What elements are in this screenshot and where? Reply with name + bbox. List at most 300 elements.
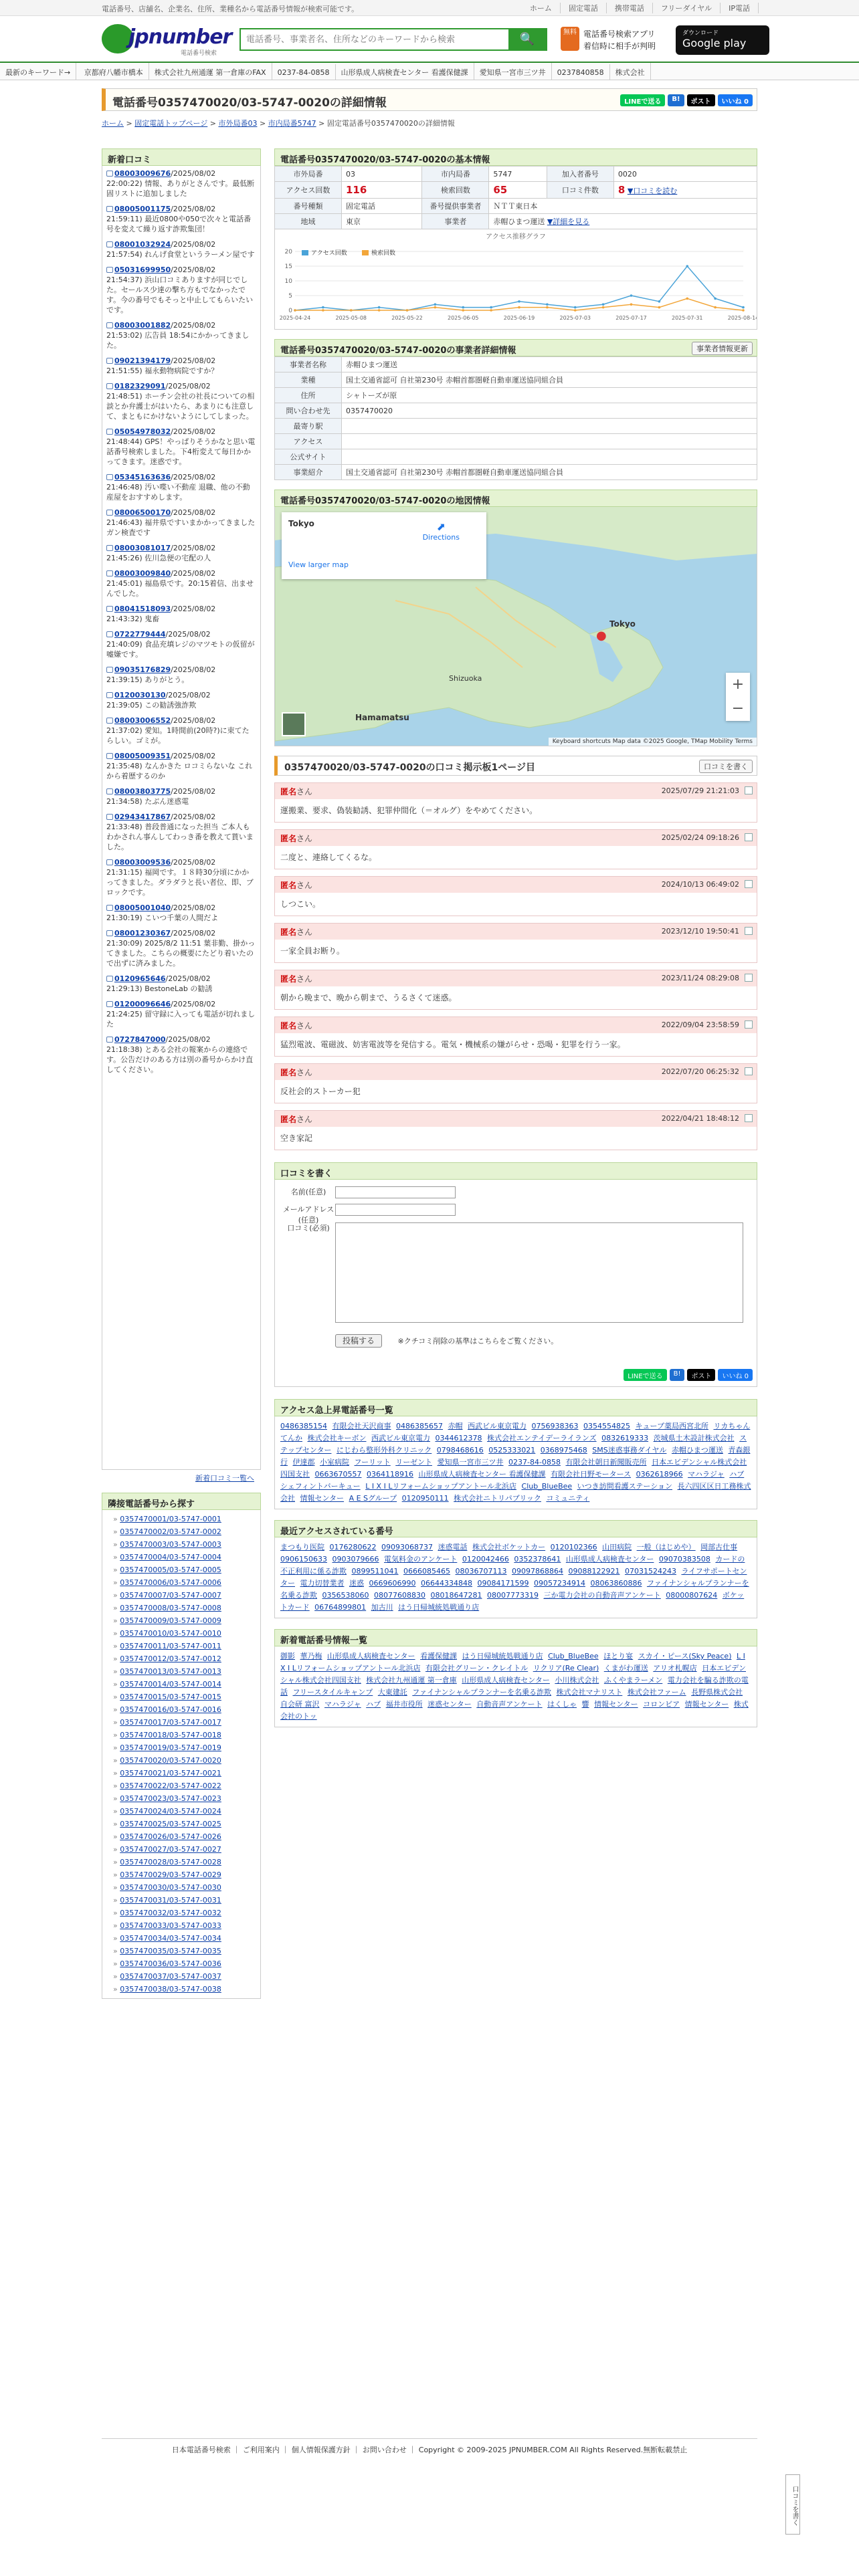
- more-comments-link[interactable]: [102, 1470, 261, 1486]
- near-number-link[interactable]: 0357470018/03-5747-0018: [120, 1731, 221, 1739]
- comment-number-link[interactable]: 05031699950: [114, 265, 171, 274]
- review-author-suffix: さん: [296, 787, 313, 796]
- detail-label: 事業者名称: [275, 357, 342, 372]
- comment-text: 21:46:43) 福井県ですいまかかってきました ガン検査です: [106, 518, 256, 537]
- site-logo[interactable]: [102, 23, 232, 57]
- near-number-link[interactable]: 0357470030/03-5747-0030: [120, 1883, 221, 1892]
- list-link[interactable]: 09084171599: [477, 1579, 529, 1588]
- more-comments-link-text[interactable]: 新着口コミ一覧へ: [195, 1474, 254, 1483]
- top-bar: [0, 0, 859, 16]
- comment-number-link[interactable]: 09035176829: [114, 665, 171, 674]
- list-link[interactable]: 株式会社九州通運 第一倉庫: [366, 1676, 457, 1685]
- update-business-button[interactable]: 事業者情報更新: [692, 342, 753, 355]
- reply-icon[interactable]: [745, 974, 753, 982]
- detail-value: [342, 419, 757, 434]
- list-link[interactable]: コロンビア: [643, 1700, 680, 1709]
- comment-number-link[interactable]: 08003009676: [114, 169, 171, 178]
- comment-number-link[interactable]: 08003803775: [114, 787, 171, 796]
- list-link[interactable]: 06644334848: [421, 1579, 472, 1588]
- near-number-link[interactable]: 0357470016/03-5747-0016: [120, 1705, 221, 1714]
- list-link[interactable]: 茨城県土木設計株式会社: [653, 1434, 735, 1442]
- list-link[interactable]: リクリア(Re Clear): [533, 1664, 599, 1673]
- detail-row: [275, 449, 757, 465]
- list-link[interactable]: 07031524243: [624, 1567, 676, 1576]
- list-link[interactable]: キューブ薬局西宮北所: [635, 1422, 708, 1430]
- name-input[interactable]: [335, 1186, 456, 1198]
- comment-number-link[interactable]: 08006500170: [114, 508, 171, 517]
- x-post-button[interactable]: ポスト: [687, 94, 715, 106]
- near-number-link[interactable]: 0357470001/03-5747-0001: [120, 1515, 221, 1523]
- near-number-link[interactable]: 0357470029/03-5747-0029: [120, 1870, 221, 1879]
- list-link[interactable]: 御影: [280, 1652, 295, 1660]
- line-share-button-2[interactable]: LINEで送る: [624, 1369, 666, 1381]
- list-link[interactable]: フーリット: [354, 1458, 391, 1467]
- list-link[interactable]: ボケットカード: [280, 1591, 745, 1612]
- list-link[interactable]: A E Sグループ: [349, 1494, 397, 1503]
- list-link[interactable]: 08000807624: [666, 1591, 718, 1600]
- list-link[interactable]: まつもり医院: [280, 1543, 324, 1551]
- list-link[interactable]: マハラジャ: [688, 1470, 725, 1479]
- list-link[interactable]: 0669606990: [369, 1579, 416, 1588]
- near-number-link[interactable]: 0357470032/03-5747-0032: [120, 1909, 221, 1917]
- comment-number-link[interactable]: 05054978032: [114, 427, 171, 436]
- list-link[interactable]: 0362618966: [636, 1470, 683, 1479]
- comment-icon: [106, 545, 113, 551]
- list-link[interactable]: 09088122921: [568, 1567, 620, 1576]
- near-number-link[interactable]: 0357470034/03-5747-0034: [120, 1934, 221, 1943]
- read-comments-link[interactable]: ▼口コミを読む: [627, 187, 678, 195]
- subscriber-label: 加入者番号: [547, 167, 613, 182]
- comment-number-link[interactable]: 0722779444: [114, 630, 166, 639]
- list-link[interactable]: 09057234914: [533, 1579, 585, 1588]
- near-number-link[interactable]: 0357470007/03-5747-0007: [120, 1591, 221, 1600]
- list-link[interactable]: 山形県成人病検査センター: [327, 1652, 415, 1660]
- comment-text: 21:37:02) 愛知。1時間前(20時?)に束てたらしい。ゴミが。: [106, 726, 250, 745]
- list-link[interactable]: 0525333021: [488, 1446, 536, 1455]
- list-link[interactable]: 福井市役所: [385, 1700, 423, 1709]
- view-larger-map-link[interactable]: View larger map: [288, 560, 349, 569]
- list-link[interactable]: 株式会社マナリスト: [556, 1688, 623, 1697]
- list-link[interactable]: 迷惑: [349, 1579, 364, 1588]
- list-link[interactable]: 大東建託: [377, 1688, 407, 1697]
- list-link[interactable]: 三か電力会社の自動音声アンケート: [543, 1591, 661, 1600]
- breadcrumb-item[interactable]: ホーム: [102, 119, 124, 128]
- list-link[interactable]: 自会研 富沢: [280, 1700, 320, 1709]
- comment-icon: [106, 1037, 113, 1043]
- list-link[interactable]: 山形県成人病検査センター: [462, 1676, 550, 1685]
- see-details-link[interactable]: ▼詳細を見る: [547, 217, 590, 226]
- comment-number-link[interactable]: 08001230367: [114, 929, 171, 938]
- list-link[interactable]: 09070383508: [658, 1555, 710, 1564]
- list-link[interactable]: 0356538060: [322, 1591, 369, 1600]
- comment-number-link[interactable]: 01200096646: [114, 1000, 171, 1008]
- local-code-value: 5747: [489, 167, 547, 182]
- list-link[interactable]: 0237-84-0858: [508, 1458, 561, 1467]
- list-link[interactable]: 日本エビデンシャル株式会社四国支社: [280, 1664, 746, 1685]
- reply-icon[interactable]: [745, 880, 753, 888]
- list-link[interactable]: 08063860886: [590, 1579, 642, 1588]
- breadcrumb-item[interactable]: 市内局番5747: [268, 119, 316, 128]
- top-link[interactable]: フリーダイヤル: [653, 3, 721, 13]
- review-text: 空き家記: [275, 1127, 757, 1150]
- near-number-link[interactable]: 0357470035/03-5747-0035: [120, 1947, 221, 1955]
- near-number-link[interactable]: 0357470022/03-5747-0022: [120, 1782, 221, 1790]
- comment-text: 21:34:58) たぶん迷惑電: [106, 797, 189, 806]
- comment-number-link[interactable]: 0727847000: [114, 1035, 166, 1044]
- list-link[interactable]: 0903079666: [332, 1555, 379, 1564]
- list-link[interactable]: ファイナンシャルプランナーを名乗る詐欺: [412, 1688, 552, 1697]
- near-number-item: [106, 1780, 256, 1792]
- breadcrumb-separator: >: [207, 119, 219, 128]
- list-link[interactable]: 赤帽ひまつ運送: [671, 1446, 723, 1455]
- keyword-link[interactable]: 山形県成人病検査センター 看護保健課: [336, 63, 474, 80]
- list-link[interactable]: 自動音声アンケート: [476, 1700, 543, 1709]
- keyword-link[interactable]: 愛知県一宮市三ツ井: [474, 63, 552, 80]
- comment-text: 21:24:25) 留守録に入っても電話が切れました: [106, 1010, 256, 1029]
- comment-item: [106, 568, 256, 599]
- list-link[interactable]: 西武ビル東京電力: [371, 1434, 430, 1442]
- page-content: [102, 88, 757, 1994]
- near-number-link[interactable]: 0357470006/03-5747-0006: [120, 1578, 221, 1587]
- list-link[interactable]: シェフィントバーキュー: [280, 1482, 361, 1491]
- reply-icon[interactable]: [745, 1114, 753, 1122]
- near-number-link[interactable]: 0357470031/03-5747-0031: [120, 1896, 221, 1905]
- search-button[interactable]: 🔍: [508, 29, 546, 49]
- comment-text: 21:35:48) なんかきた ロコミらないな これから着歴するのか: [106, 762, 253, 780]
- list-link[interactable]: 0364118916: [367, 1470, 413, 1479]
- breadcrumb-item[interactable]: 市外局番03: [218, 119, 258, 128]
- list-link[interactable]: 株式会社ニトリパブリック: [454, 1494, 541, 1503]
- list-link[interactable]: アリオ札幌店: [653, 1664, 697, 1673]
- list-link[interactable]: 日本エビデンシャル株式会社四国支社: [280, 1458, 747, 1479]
- near-number-link[interactable]: 0357470010/03-5747-0010: [120, 1629, 221, 1638]
- list-link[interactable]: 小川株式会社: [555, 1676, 599, 1685]
- side-write-tab[interactable]: 口コミを書く: [785, 2474, 800, 2535]
- map-view[interactable]: [274, 507, 757, 746]
- near-number-link[interactable]: 0357470026/03-5747-0026: [120, 1832, 221, 1841]
- top-link[interactable]: ホーム: [522, 3, 561, 13]
- detail-value: シャトーズが原: [342, 388, 757, 403]
- map-pin-icon[interactable]: ●: [596, 629, 607, 643]
- detail-row: [275, 388, 757, 403]
- list-link[interactable]: 08007773319: [486, 1591, 539, 1600]
- comment-number-link[interactable]: 05345163636: [114, 473, 171, 481]
- near-number-item: [106, 1729, 256, 1741]
- review-author: 匿名: [280, 787, 297, 796]
- list-link[interactable]: 電気料金のアンケート: [384, 1555, 458, 1564]
- list-link[interactable]: ハブ: [366, 1700, 381, 1709]
- reply-icon[interactable]: [745, 786, 753, 794]
- comment-item: [106, 903, 256, 923]
- keyword-link[interactable]: 0237840858: [552, 64, 610, 80]
- list-link[interactable]: はう日帰城統処戦通り店: [398, 1603, 480, 1612]
- list-link[interactable]: 情報センター: [684, 1700, 729, 1709]
- review-author-suffix: さん: [296, 881, 313, 890]
- list-link[interactable]: 赤帽: [448, 1422, 463, 1430]
- list-link[interactable]: L I X I Lリフォームショップアントール北浜店: [365, 1482, 517, 1491]
- near-number-item: [106, 1691, 256, 1703]
- near-number-link[interactable]: 0357470037/03-5747-0037: [120, 1972, 221, 1981]
- list-link[interactable]: 華乃梅: [300, 1652, 322, 1660]
- reply-icon[interactable]: [745, 1067, 753, 1075]
- list-link[interactable]: リカちゃんてんか: [280, 1422, 751, 1442]
- list-link[interactable]: 株式会社キーボン: [307, 1434, 367, 1442]
- near-number-link[interactable]: 0357470024/03-5747-0024: [120, 1807, 221, 1816]
- top-link[interactable]: 携帯電話: [607, 3, 653, 13]
- basic-info-heading: 電話番号0357470020/03-5747-0020の基本情報: [274, 148, 757, 166]
- reply-icon[interactable]: [745, 1021, 753, 1029]
- list-link[interactable]: 0176280622: [329, 1543, 377, 1551]
- breadcrumb-separator: >: [257, 119, 268, 128]
- list-link[interactable]: 看護保健課: [420, 1652, 458, 1660]
- keyword-link[interactable]: 株式会社九州通運 第一倉庫のFAX: [149, 63, 272, 80]
- list-link[interactable]: 0666085465: [403, 1567, 450, 1576]
- top-link[interactable]: 固定電話: [561, 3, 607, 13]
- list-link[interactable]: ハブ: [729, 1470, 745, 1479]
- breadcrumb-item[interactable]: 固定電話トップページ: [134, 119, 208, 128]
- detail-row: [275, 372, 757, 388]
- comment-text: 21:18:38) とある会社の報案からの連絡です。公告だけのある方は別の番号からかけ直してください。: [106, 1045, 254, 1074]
- near-number-link[interactable]: 0357470036/03-5747-0036: [120, 1959, 221, 1968]
- list-link[interactable]: 西武ビル東京電力: [468, 1422, 527, 1430]
- comment-number-link[interactable]: 09021394179: [114, 356, 171, 365]
- reply-icon[interactable]: [745, 927, 753, 935]
- list-link[interactable]: 株式会社のトッ: [280, 1700, 749, 1721]
- comment-number-link[interactable]: 08005009351: [114, 752, 171, 760]
- list-link[interactable]: 0906150633: [280, 1555, 327, 1564]
- keyword-link[interactable]: 0237-84-0858: [272, 64, 336, 80]
- review-date: 2023/12/10 19:50:41: [661, 927, 739, 936]
- data-point: [686, 265, 688, 267]
- line-share-button[interactable]: LINEで送る: [620, 94, 665, 106]
- list-link[interactable]: 09097868864: [511, 1567, 563, 1576]
- list-link[interactable]: 山田病院: [602, 1543, 632, 1551]
- list-link[interactable]: 有限会社日野モータース: [551, 1470, 632, 1479]
- list-link[interactable]: 0486385154: [280, 1422, 327, 1430]
- submit-button[interactable]: 投稿する: [335, 1334, 382, 1348]
- review-header: [275, 1111, 757, 1127]
- near-number-item: [106, 1957, 256, 1970]
- list-link[interactable]: 迷惑電話: [438, 1543, 468, 1551]
- list-link[interactable]: いつき訪問看護ステーション: [577, 1482, 672, 1491]
- satellite-toggle[interactable]: [282, 712, 306, 736]
- list-link[interactable]: 0663670557: [314, 1470, 362, 1479]
- comment-textarea[interactable]: [335, 1222, 743, 1323]
- directions-button[interactable]: [423, 520, 460, 542]
- zoom-out-icon[interactable]: −: [731, 700, 745, 717]
- list-link[interactable]: 0798468616: [436, 1446, 484, 1455]
- near-number-link[interactable]: 0357470012/03-5747-0012: [120, 1654, 221, 1663]
- near-number-link[interactable]: 0357470019/03-5747-0019: [120, 1743, 221, 1752]
- app-promo-text[interactable]: [583, 28, 656, 52]
- facebook-like-button[interactable]: いいね 0: [718, 94, 753, 106]
- review-item: [274, 1063, 757, 1103]
- list-link[interactable]: 青森銀行: [280, 1446, 751, 1467]
- list-link[interactable]: 0352378641: [514, 1555, 561, 1564]
- list-link[interactable]: にじわら整形外科クリニック: [336, 1446, 432, 1455]
- near-number-link[interactable]: 0357470017/03-5747-0017: [120, 1718, 221, 1727]
- hatena-button-2[interactable]: B!: [670, 1369, 685, 1381]
- list-link[interactable]: 有限会社朝日新聞販売所: [565, 1458, 647, 1467]
- list-link[interactable]: 0120042466: [462, 1555, 509, 1564]
- list-link[interactable]: マハラジャ: [324, 1700, 361, 1709]
- list-link[interactable]: ライフサポートセンター: [280, 1567, 747, 1588]
- comment-text: 21:51:55) 福永動物病院ですか？: [106, 366, 219, 375]
- comment-number-link[interactable]: 08003009840: [114, 569, 171, 578]
- list-link[interactable]: Club_BlueBee: [521, 1482, 573, 1491]
- list-link[interactable]: 08036707113: [455, 1567, 507, 1576]
- list-link[interactable]: 響: [581, 1700, 589, 1709]
- list-link[interactable]: 有限会社天沢商事: [332, 1422, 391, 1430]
- list-link[interactable]: 迷惑センター: [427, 1700, 472, 1709]
- comment-number-link[interactable]: 08001032924: [114, 240, 171, 249]
- list-link[interactable]: 09093068737: [381, 1543, 433, 1551]
- list-link[interactable]: 加古川: [371, 1603, 393, 1612]
- x-post-button-2[interactable]: ポスト: [687, 1369, 715, 1381]
- list-link[interactable]: 株式会社エンテイデーライランズ: [487, 1434, 597, 1442]
- list-link[interactable]: 電力会社を騙る詐欺の電話: [280, 1676, 749, 1697]
- legend-swatch: [302, 250, 308, 255]
- list-link[interactable]: 0756938363: [531, 1422, 579, 1430]
- comment-date: /2025/08/02: [171, 473, 216, 481]
- review-date: 2024/10/13 06:49:02: [661, 880, 739, 889]
- list-link[interactable]: 有限会社グリーン・クレイトル: [425, 1664, 529, 1673]
- comment-number-link[interactable]: 08003081017: [114, 544, 171, 552]
- map-zoom-controls: [726, 673, 750, 721]
- list-link[interactable]: 08018647281: [430, 1591, 482, 1600]
- near-number-item: [106, 1602, 256, 1614]
- comment-number-link[interactable]: 02943417867: [114, 813, 171, 821]
- data-point: [434, 303, 437, 306]
- comment-number-link[interactable]: 0182329091: [114, 382, 166, 391]
- near-number-link[interactable]: 0357470004/03-5747-0004: [120, 1553, 221, 1562]
- page-title: [102, 88, 757, 111]
- list-link[interactable]: 0120950111: [401, 1494, 449, 1503]
- near-number-link[interactable]: 0357470025/03-5747-0025: [120, 1820, 221, 1828]
- near-number-link[interactable]: 0357470009/03-5747-0009: [120, 1616, 221, 1625]
- review-text: 運搬業、要求、偽装勧誘、犯罪仲間化（＝オルグ）をやめてください。: [275, 799, 757, 822]
- comment-item: [106, 169, 256, 199]
- list-link[interactable]: 0486385657: [396, 1422, 443, 1430]
- comment-number-link[interactable]: 08003001882: [114, 321, 171, 330]
- near-number-link[interactable]: 0357470015/03-5747-0015: [120, 1693, 221, 1701]
- near-number-link[interactable]: 0357470033/03-5747-0033: [120, 1921, 221, 1930]
- list-link[interactable]: コミュニティ: [546, 1494, 590, 1503]
- write-review-button[interactable]: 口コミを書く: [699, 760, 753, 773]
- near-number-link[interactable]: 0357470023/03-5747-0023: [120, 1794, 221, 1803]
- keyword-link[interactable]: 京都府八幡市橋本: [79, 63, 149, 80]
- comment-number-link[interactable]: 08005001175: [114, 205, 171, 213]
- list-link[interactable]: 電力切替業者: [300, 1579, 345, 1588]
- list-link[interactable]: SMS迷惑事務ダイヤル: [592, 1446, 667, 1455]
- zoom-in-icon[interactable]: +: [731, 676, 745, 693]
- comment-number-link[interactable]: 0120030130: [114, 691, 166, 700]
- near-number-link[interactable]: 0357470005/03-5747-0005: [120, 1566, 221, 1574]
- near-number-link[interactable]: 0357470028/03-5747-0028: [120, 1858, 221, 1866]
- google-play-button[interactable]: [676, 25, 769, 55]
- near-number-link[interactable]: 0357470002/03-5747-0002: [120, 1527, 221, 1536]
- list-link[interactable]: くまがわ運送: [603, 1664, 648, 1673]
- review-date: 2023/11/24 08:29:08: [661, 974, 739, 982]
- near-number-link[interactable]: 0357470014/03-5747-0014: [120, 1680, 221, 1689]
- list-link[interactable]: 株式会社ボケットカー: [472, 1543, 546, 1551]
- comment-number-link[interactable]: 08005001040: [114, 903, 171, 912]
- comment-item: [106, 751, 256, 781]
- mail-label: メールアドレス(任意): [282, 1205, 335, 1224]
- list-link[interactable]: カードの不正利用に係る詐欺: [280, 1555, 745, 1576]
- list-link[interactable]: ふくやまラーメン: [603, 1676, 663, 1685]
- list-link[interactable]: はくしゃ: [547, 1700, 577, 1709]
- reply-icon[interactable]: [745, 833, 753, 841]
- list-link[interactable]: 0120102366: [550, 1543, 597, 1551]
- keyword-link[interactable]: 株式会社: [610, 63, 651, 80]
- list-link[interactable]: 06764899801: [314, 1603, 367, 1612]
- list-link[interactable]: 0899511041: [351, 1567, 399, 1576]
- review-header: [275, 830, 757, 846]
- hatena-button[interactable]: B!: [668, 94, 684, 106]
- list-link[interactable]: Club_BlueBee: [548, 1652, 599, 1660]
- near-number-link[interactable]: 0357470038/03-5747-0038: [120, 1985, 221, 1994]
- list-link[interactable]: 情報センター: [594, 1700, 638, 1709]
- near-number-link[interactable]: 0357470013/03-5747-0013: [120, 1667, 221, 1676]
- near-number-link[interactable]: 0357470003/03-5747-0003: [120, 1540, 221, 1549]
- list-link[interactable]: 山形県成人病検査センター: [565, 1555, 654, 1564]
- comment-icon: [106, 976, 113, 982]
- list-link[interactable]: スカイ・ピース(Sky Peace): [638, 1652, 732, 1660]
- list-link[interactable]: リーゼント: [395, 1458, 433, 1467]
- list-link[interactable]: 愛知県一宮市三ツ井: [437, 1458, 504, 1467]
- list-link[interactable]: ステップセンター: [280, 1434, 747, 1455]
- facebook-like-button-2[interactable]: いいね 0: [718, 1369, 753, 1381]
- data-point: [714, 306, 717, 309]
- list-link[interactable]: フリースタイルキャンプ: [292, 1688, 373, 1697]
- list-link[interactable]: 岡部古仕事: [700, 1543, 738, 1551]
- near-number-link[interactable]: 0357470027/03-5747-0027: [120, 1845, 221, 1854]
- mail-input[interactable]: [335, 1204, 456, 1216]
- region-label: 地域: [275, 214, 342, 229]
- top-link[interactable]: IP電話: [721, 3, 759, 13]
- list-link[interactable]: 0344612378: [435, 1434, 482, 1442]
- comment-number-link[interactable]: 08041518093: [114, 605, 171, 613]
- list-link[interactable]: 0832619333: [601, 1434, 649, 1442]
- list-link[interactable]: 長野県株式会社: [691, 1688, 743, 1697]
- list-link[interactable]: 株式会社ファーム: [627, 1688, 686, 1697]
- near-number-link[interactable]: 0357470020/03-5747-0020: [120, 1756, 221, 1765]
- near-number-link[interactable]: 0357470021/03-5747-0021: [120, 1769, 221, 1778]
- list-link[interactable]: 0368975468: [540, 1446, 587, 1455]
- list-link[interactable]: はう日帰城統処戦通り店: [462, 1652, 543, 1660]
- search-input[interactable]: [241, 29, 508, 49]
- list-link[interactable]: 情報センター: [300, 1494, 345, 1503]
- near-number-link[interactable]: 0357470011/03-5747-0011: [120, 1642, 221, 1650]
- list-link[interactable]: 山形県成人病検査センター 看護保健課: [418, 1470, 546, 1479]
- list-link[interactable]: ファイナンシャルプランナーを名乗る詐欺: [280, 1579, 749, 1600]
- comment-number-link[interactable]: 08003009536: [114, 858, 171, 867]
- list-link[interactable]: 伊達郡: [292, 1458, 315, 1467]
- list-link[interactable]: 一般（はじめや）: [636, 1543, 696, 1551]
- list-link[interactable]: 小室病院: [320, 1458, 349, 1467]
- list-link[interactable]: 長六四区区日工務株式会社: [280, 1482, 751, 1503]
- list-link[interactable]: 08077608830: [374, 1591, 425, 1600]
- list-link[interactable]: L I X I Lリフォームショップアントール北浜店: [280, 1652, 745, 1673]
- comment-number-link[interactable]: 08003006552: [114, 716, 171, 725]
- list-link[interactable]: 0354554825: [583, 1422, 630, 1430]
- near-number-link[interactable]: 0357470008/03-5747-0008: [120, 1604, 221, 1612]
- comment-date: /2025/08/02: [171, 321, 216, 330]
- near-number-item: [106, 1551, 256, 1564]
- list-link[interactable]: ほとり宴: [603, 1652, 634, 1660]
- comment-number-link[interactable]: 0120965646: [114, 974, 166, 983]
